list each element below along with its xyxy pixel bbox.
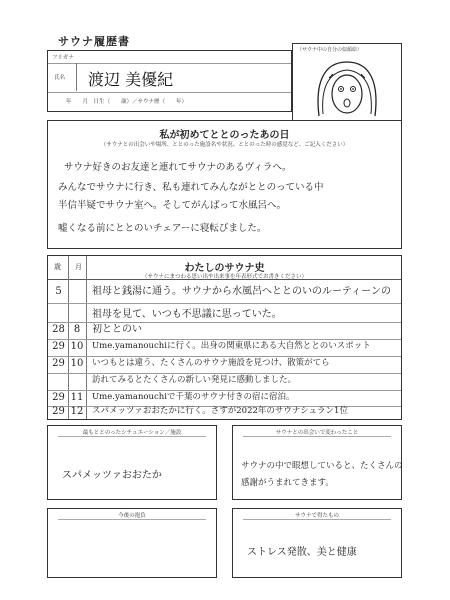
furigana-label: フリガナ bbox=[52, 55, 74, 61]
age-cell: 28 bbox=[52, 324, 65, 335]
birth-divider bbox=[48, 92, 291, 93]
first-day-line: 嘘くなる前にととのいチェアーに寝転びました。 bbox=[58, 223, 267, 234]
birth-line: 年 月 日生（ 歳）／サウナ歴（ 年） bbox=[66, 99, 188, 105]
gain-box bbox=[232, 508, 402, 578]
age-cell: 29 bbox=[52, 358, 65, 369]
profile-section bbox=[47, 50, 292, 112]
age-cell: 29 bbox=[52, 341, 65, 352]
history-title: わたしのサウナ史 bbox=[184, 263, 265, 274]
first-day-line: みんなでサウナに行き、私も連れてみんながととのっている中 bbox=[58, 182, 324, 193]
best-situation-label: 最もととのったシチュエーション／施設 bbox=[82, 430, 182, 436]
gain-text: ストレス発散、美と健康 bbox=[247, 547, 357, 558]
label-underline bbox=[58, 436, 206, 437]
label-underline bbox=[243, 519, 391, 520]
event-cell: 祖母を見て、いつも不思議に思っていた。 bbox=[92, 309, 282, 320]
label-underline bbox=[58, 519, 206, 520]
first-day-line: サウナ好きのお友達と連れてサウナのあるヴィラへ。 bbox=[64, 162, 292, 173]
first-day-section bbox=[47, 120, 402, 249]
history-subtitle: （サウナにまつわる思い出や出来事を年表形式でお書きください） bbox=[141, 274, 307, 280]
furigana-divider bbox=[48, 63, 291, 64]
first-day-subtitle: （サウナとの出会いや場所、ととのった施設名や状況、ととのった時の感覚など、ご記入ください） bbox=[100, 142, 349, 148]
table-row bbox=[48, 280, 401, 303]
event-cell: 訪れてみるとたくさんの新しい発見に感動しました。 bbox=[92, 375, 297, 385]
change-label: サウナとの出会いで変わったこと bbox=[275, 430, 359, 436]
first-day-line: 半信半疑でサウナ室へ。そしてがんばって水風呂へ。 bbox=[58, 200, 287, 211]
event-cell: Ume.yamanouchiに行く。出身の関東県にある大自然ととのいスポット bbox=[92, 341, 371, 351]
self-portrait-box bbox=[292, 43, 402, 126]
best-situation-text: スパメッツァおおたか bbox=[62, 470, 162, 481]
event-cell: 初ととのい bbox=[92, 324, 142, 335]
change-text-line: サウナの中で眼想していると、たくさんの bbox=[241, 461, 403, 471]
col-month-header: 月 bbox=[75, 263, 82, 271]
col-age-header: 歳 bbox=[54, 263, 61, 271]
change-text-line: 感謝がうまれてきます。 bbox=[241, 478, 334, 488]
gain-label: サウナで得たもの bbox=[294, 513, 339, 519]
future-label: 今後の抱負 bbox=[118, 513, 146, 519]
event-cell: スパメッツァおおたかに行く。さすが2022年のサウナシュラン1位 bbox=[92, 406, 348, 416]
best-situation-box bbox=[47, 425, 217, 500]
month-cell: 8 bbox=[73, 324, 81, 335]
photo-label: （サウナ中の自分の似顔絵） bbox=[297, 47, 363, 53]
name-label: 氏名 bbox=[54, 75, 66, 81]
event-cell: Ume.yamanouchiで千葉のサウナ付きの宿に宿泊。 bbox=[92, 392, 295, 402]
self-portrait-drawing bbox=[293, 54, 401, 126]
month-cell: 10 bbox=[70, 341, 84, 352]
future-box bbox=[47, 508, 217, 578]
month-cell: 10 bbox=[70, 358, 84, 369]
month-cell: 12 bbox=[70, 406, 84, 417]
name-divider bbox=[76, 63, 77, 91]
change-box bbox=[232, 425, 402, 500]
age-cell: 5 bbox=[55, 286, 62, 297]
name-value: 渡辺 美優紀 bbox=[88, 70, 174, 89]
page-title: サウナ履歴書 bbox=[58, 35, 130, 48]
age-cell: 29 bbox=[52, 392, 65, 403]
table-row bbox=[48, 400, 401, 423]
label-underline bbox=[243, 436, 391, 437]
history-section bbox=[47, 255, 402, 420]
month-cell bbox=[69, 280, 85, 303]
event-cell: 祖母と銭湯に通う。サウナから水風呂へととのいのルーティーンの bbox=[92, 286, 391, 297]
event-cell: いつもとは違う、たくさんのサウナ施設を見つけ、散策がてら bbox=[92, 358, 330, 368]
first-day-title: 私が初めてととのったあの日 bbox=[159, 130, 290, 141]
age-cell: 29 bbox=[52, 406, 65, 417]
month-cell: 11 bbox=[70, 392, 84, 403]
